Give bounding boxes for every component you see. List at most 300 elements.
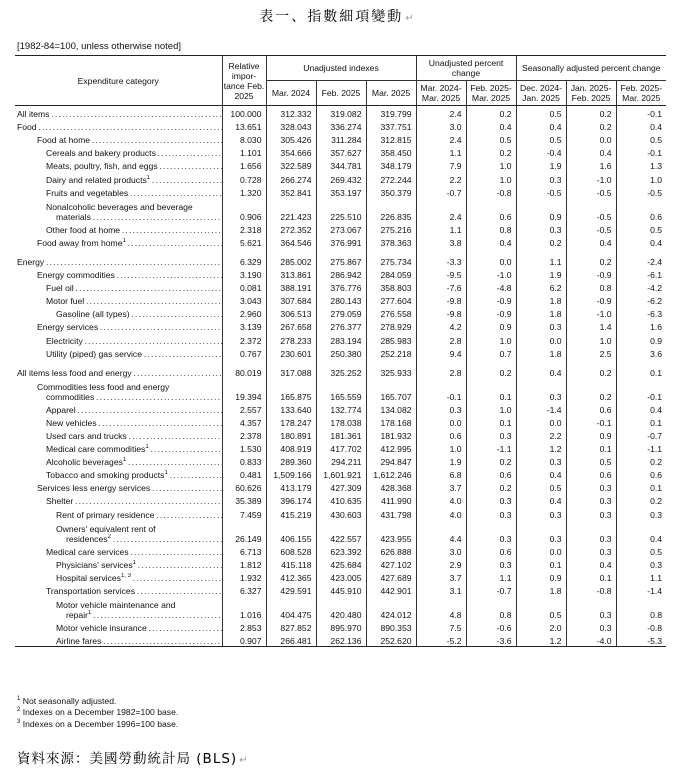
value-cell: 358.803	[366, 280, 416, 293]
category-cell	[15, 280, 222, 293]
value-cell: 0.1	[566, 570, 616, 583]
value-cell: 284.059	[366, 267, 416, 280]
value-cell: 1.1	[616, 570, 666, 583]
value-cell: 417.702	[316, 441, 366, 454]
value-cell: 0.9	[466, 319, 516, 332]
value-cell: 307.684	[266, 293, 316, 306]
table-row	[15, 633, 666, 647]
value-cell: 1.0	[466, 332, 516, 345]
category-label: materials . . .	[15, 212, 222, 222]
category-label: Energy . . .	[15, 257, 222, 267]
category-label-line: Commodities less food and energy	[37, 381, 170, 392]
value-cell: 353.197	[316, 185, 366, 198]
footnotes	[17, 696, 178, 730]
table-row	[15, 467, 666, 480]
value-cell: -4.0	[566, 633, 616, 647]
value-cell: -0.5	[566, 198, 616, 222]
footnote-marker: 1, 3	[120, 572, 131, 579]
table-row	[15, 106, 666, 120]
value-cell: 0.4	[616, 402, 666, 415]
value-cell: 0.5	[516, 106, 566, 120]
value-cell: 294.211	[316, 454, 366, 467]
value-cell: 2.378	[222, 428, 266, 441]
table-row	[15, 454, 666, 467]
category-label-line: Motor vehicle maintenance and	[56, 599, 176, 610]
value-cell: 0.1	[566, 441, 616, 454]
value-cell: 0.3	[466, 428, 516, 441]
value-cell: 132.774	[316, 402, 366, 415]
table-row	[15, 332, 666, 345]
value-cell: 1.6	[566, 158, 616, 171]
value-cell: 0.0	[416, 415, 466, 428]
header-unadjusted-percent-change: Unadjusted percent change	[416, 56, 516, 81]
value-cell: 2.2	[416, 171, 466, 184]
value-cell: 623.392	[316, 544, 366, 557]
value-cell: 5.621	[222, 235, 266, 248]
value-cell: -7.6	[416, 280, 466, 293]
category-label: All items less food and energy . . .	[15, 368, 222, 378]
value-cell: 378.363	[366, 235, 416, 248]
value-cell: -0.6	[466, 620, 516, 633]
category-label: Transportation services . . .	[15, 586, 222, 596]
value-cell: -1.1	[466, 441, 516, 454]
category-cell	[15, 428, 222, 441]
category-cell	[15, 145, 222, 158]
footnote-marker: 1	[145, 444, 149, 451]
table-row	[15, 222, 666, 235]
value-cell: 0.8	[466, 596, 516, 620]
value-cell: 1.1	[516, 254, 566, 267]
category-cell	[15, 319, 222, 332]
value-cell: 890.353	[366, 620, 416, 633]
value-cell: 0.3	[616, 557, 666, 570]
value-cell: 165.707	[366, 378, 416, 402]
value-cell: 337.751	[366, 119, 416, 132]
value-cell: 0.4	[516, 493, 566, 506]
value-cell: 376.776	[316, 280, 366, 293]
value-cell: -0.1	[616, 106, 666, 120]
value-cell: -0.5	[616, 185, 666, 198]
header-col: Mar. 2024	[266, 81, 316, 106]
value-cell: 827.852	[266, 620, 316, 633]
value-cell: -0.5	[566, 222, 616, 235]
value-cell: 312.815	[366, 132, 416, 145]
category-cell	[15, 235, 222, 248]
value-cell: 275.867	[316, 254, 366, 267]
paragraph-mark-icon: ↵	[239, 755, 248, 766]
footnote: $^1$ Not seasonally adjusted.	[17, 696, 117, 706]
footnote-marker: 2	[107, 533, 111, 540]
category-label: Motor fuel . . .	[15, 296, 222, 306]
value-cell: 0.2	[466, 480, 516, 493]
value-cell: 0.3	[566, 596, 616, 620]
value-cell: 0.907	[222, 633, 266, 647]
value-cell: 1.9	[416, 454, 466, 467]
value-cell: 0.3	[566, 480, 616, 493]
value-cell: 1.016	[222, 596, 266, 620]
value-cell: 312.332	[266, 106, 316, 120]
value-cell: 100.000	[222, 106, 266, 120]
value-cell: 275.216	[366, 222, 416, 235]
value-cell: 165.875	[266, 378, 316, 402]
category-label: Utility (piped) gas service . . .	[15, 349, 222, 359]
category-cell	[15, 441, 222, 454]
value-cell: -9.8	[416, 293, 466, 306]
value-cell: 350.379	[366, 185, 416, 198]
value-cell: 0.5	[616, 222, 666, 235]
value-cell: 0.1	[466, 415, 516, 428]
value-cell: 262.136	[316, 633, 366, 647]
value-cell: -0.9	[466, 293, 516, 306]
header-expenditure-category: Expenditure category	[15, 56, 222, 106]
value-cell: -0.8	[566, 583, 616, 596]
paragraph-mark-icon: ↵	[405, 13, 414, 24]
value-cell: 2.318	[222, 222, 266, 235]
value-cell: 0.1	[466, 378, 516, 402]
value-cell: 294.847	[366, 454, 416, 467]
value-cell: -0.9	[566, 267, 616, 280]
value-cell: 0.3	[466, 557, 516, 570]
table-row	[15, 620, 666, 633]
value-cell: 0.3	[466, 493, 516, 506]
value-cell: -0.5	[566, 185, 616, 198]
value-cell: 0.4	[566, 235, 616, 248]
category-label: Cereals and bakery products . . .	[15, 148, 222, 158]
value-cell: 0.2	[516, 235, 566, 248]
value-cell: 311.284	[316, 132, 366, 145]
value-cell: -0.8	[616, 620, 666, 633]
value-cell: 0.2	[566, 106, 616, 120]
table-row	[15, 428, 666, 441]
value-cell: -0.9	[466, 306, 516, 319]
table-row	[15, 596, 666, 620]
value-cell: 6.2	[516, 280, 566, 293]
footnote-marker: 1	[122, 237, 126, 244]
value-cell: 422.557	[316, 520, 366, 544]
index-basis-note: [1982-84=100, unless otherwise noted]	[17, 41, 181, 52]
value-cell: -1.4	[516, 402, 566, 415]
footnote-marker: 1	[122, 457, 127, 464]
table-row	[15, 544, 666, 557]
table-row	[15, 158, 666, 171]
header-col: Mar. 2024- Mar. 2025	[416, 81, 466, 106]
value-cell: 423.955	[366, 520, 416, 544]
value-cell: 429.591	[266, 583, 316, 596]
value-cell: 336.274	[316, 119, 366, 132]
value-cell: 376.991	[316, 235, 366, 248]
value-cell: 0.3	[566, 620, 616, 633]
value-cell: 1.0	[466, 402, 516, 415]
value-cell: 1.6	[616, 319, 666, 332]
value-cell: 420.480	[316, 596, 366, 620]
value-cell: 0.5	[516, 596, 566, 620]
value-cell: 2.8	[416, 332, 466, 345]
value-cell: 313.861	[266, 267, 316, 280]
value-cell: 325.252	[316, 365, 366, 378]
value-cell: 0.1	[616, 415, 666, 428]
category-label-line: Nonalcoholic beverages and beverage	[46, 201, 193, 212]
table-row	[15, 557, 666, 570]
category-label: Physicians' services$^1$ . . .	[15, 560, 222, 570]
value-cell: 6.329	[222, 254, 266, 267]
value-cell: 0.7	[466, 346, 516, 359]
value-cell: 2.5	[566, 346, 616, 359]
value-cell: 1.0	[416, 441, 466, 454]
category-cell	[15, 506, 222, 519]
value-cell: 0.6	[466, 544, 516, 557]
footnote: $^3$ Indexes on a December 1996=100 base.	[17, 718, 179, 729]
category-cell	[15, 254, 222, 267]
value-cell: 0.5	[466, 132, 516, 145]
value-cell: 0.6	[566, 467, 616, 480]
value-cell: 0.2	[566, 254, 616, 267]
value-cell: 0.5	[616, 132, 666, 145]
value-cell: 0.906	[222, 198, 266, 222]
value-cell: 266.274	[266, 171, 316, 184]
value-cell: -9.5	[416, 267, 466, 280]
value-cell: 3.8	[416, 235, 466, 248]
category-label: Airline fares . . .	[15, 636, 222, 646]
value-cell: 0.0	[516, 332, 566, 345]
value-cell: 230.601	[266, 346, 316, 359]
value-cell: 0.5	[516, 480, 566, 493]
value-cell: 364.546	[266, 235, 316, 248]
value-cell: 278.929	[366, 319, 416, 332]
value-cell: 406.155	[266, 520, 316, 544]
value-cell: 1.0	[466, 158, 516, 171]
value-cell: 3.0	[416, 544, 466, 557]
value-cell: 3.7	[416, 480, 466, 493]
value-cell: 4.0	[416, 493, 466, 506]
value-cell: -0.8	[466, 185, 516, 198]
value-cell: 0.767	[222, 346, 266, 359]
category-label: All items . . .	[15, 109, 222, 119]
table-row	[15, 506, 666, 519]
value-cell: 0.1	[516, 557, 566, 570]
footnote-marker: 1	[87, 610, 92, 617]
value-cell: 6.713	[222, 544, 266, 557]
value-cell: -3.3	[416, 254, 466, 267]
value-cell: 1.812	[222, 557, 266, 570]
value-cell: -0.7	[416, 185, 466, 198]
value-cell: 6.8	[416, 467, 466, 480]
value-cell: 428.368	[366, 480, 416, 493]
value-cell: 0.6	[616, 198, 666, 222]
value-cell: 7.459	[222, 506, 266, 519]
value-cell: 425.684	[316, 557, 366, 570]
value-cell: 2.960	[222, 306, 266, 319]
value-cell: 358.450	[366, 145, 416, 158]
value-cell: 427.102	[366, 557, 416, 570]
source-note	[17, 747, 248, 767]
value-cell: -0.7	[466, 583, 516, 596]
value-cell: 2.2	[516, 428, 566, 441]
table-row	[15, 280, 666, 293]
value-cell: 427.689	[366, 570, 416, 583]
value-cell: 0.6	[616, 467, 666, 480]
table-row	[15, 132, 666, 145]
value-cell: 276.377	[316, 319, 366, 332]
value-cell: 1,509.166	[266, 467, 316, 480]
value-cell: 0.3	[516, 171, 566, 184]
value-cell: 2.853	[222, 620, 266, 633]
table-row	[15, 185, 666, 198]
category-cell	[15, 185, 222, 198]
value-cell: -2.4	[616, 254, 666, 267]
value-cell: -1.0	[566, 306, 616, 319]
category-cell	[15, 454, 222, 467]
table-row	[15, 415, 666, 428]
value-cell: 80.019	[222, 365, 266, 378]
header-col: Feb. 2025	[316, 81, 366, 106]
value-cell: 0.1	[616, 365, 666, 378]
value-cell: 278.233	[266, 332, 316, 345]
value-cell: 895.970	[316, 620, 366, 633]
value-cell: 0.2	[466, 454, 516, 467]
value-cell: 279.059	[316, 306, 366, 319]
value-cell: 396.174	[266, 493, 316, 506]
value-cell: 7.5	[416, 620, 466, 633]
value-cell: 0.4	[466, 235, 516, 248]
value-cell: 3.7	[416, 570, 466, 583]
value-cell: 0.3	[566, 544, 616, 557]
value-cell: 325.933	[366, 365, 416, 378]
value-cell: 289.360	[266, 454, 316, 467]
value-cell: 133.640	[266, 402, 316, 415]
value-cell: 1.0	[616, 171, 666, 184]
value-cell: 26.149	[222, 520, 266, 544]
value-cell: 267.658	[266, 319, 316, 332]
value-cell: 1,612.246	[366, 467, 416, 480]
header-col: Dec. 2024- Jan. 2025	[516, 81, 566, 106]
value-cell: 2.9	[416, 557, 466, 570]
value-cell: -0.5	[516, 185, 566, 198]
category-cell	[15, 402, 222, 415]
value-cell: 272.244	[366, 171, 416, 184]
value-cell: 0.081	[222, 280, 266, 293]
value-cell: 178.038	[316, 415, 366, 428]
value-cell: 1.8	[516, 346, 566, 359]
value-cell: 60.626	[222, 480, 266, 493]
header-col: Mar. 2025	[366, 81, 416, 106]
category-cell	[15, 583, 222, 596]
category-label: Energy commodities . . .	[15, 270, 222, 280]
value-cell: 252.218	[366, 346, 416, 359]
category-label: Gasoline (all types) . . .	[15, 309, 222, 319]
value-cell: 322.589	[266, 158, 316, 171]
table-row	[15, 346, 666, 359]
table-row	[15, 378, 666, 402]
value-cell: 0.5	[516, 132, 566, 145]
value-cell: 408.919	[266, 441, 316, 454]
value-cell: 1.8	[516, 306, 566, 319]
category-label: Shelter . . .	[15, 496, 222, 506]
value-cell: 2.372	[222, 332, 266, 345]
value-cell: 4.8	[416, 596, 466, 620]
category-cell	[15, 570, 222, 583]
value-cell: 272.352	[266, 222, 316, 235]
category-cell	[15, 378, 222, 402]
footnote-marker: 1	[164, 470, 168, 477]
table-row	[15, 235, 666, 248]
value-cell: 319.082	[316, 106, 366, 120]
value-cell: 0.2	[616, 454, 666, 467]
value-cell: 0.4	[616, 235, 666, 248]
table-row	[15, 254, 666, 267]
value-cell: 225.510	[316, 198, 366, 222]
value-cell: 388.191	[266, 280, 316, 293]
value-cell: 0.4	[516, 365, 566, 378]
value-cell: -3.6	[466, 633, 516, 647]
value-cell: 0.4	[616, 520, 666, 544]
value-cell: 0.3	[516, 378, 566, 402]
value-cell: 266.481	[266, 633, 316, 647]
value-cell: -5.3	[616, 633, 666, 647]
value-cell: 35.389	[222, 493, 266, 506]
value-cell: 0.0	[516, 544, 566, 557]
header-seasonally-adjusted-percent-change: Seasonally adjusted percent change	[516, 56, 666, 81]
header-relative-importance: Relative impor- tance Feb. 2025	[222, 56, 266, 106]
value-cell: 181.361	[316, 428, 366, 441]
header-col: Jan. 2025- Feb. 2025	[566, 81, 616, 106]
value-cell: 273.067	[316, 222, 366, 235]
value-cell: 608.528	[266, 544, 316, 557]
value-cell: 354.666	[266, 145, 316, 158]
value-cell: 1,601.921	[316, 467, 366, 480]
value-cell: 286.942	[316, 267, 366, 280]
value-cell: 3.6	[616, 346, 666, 359]
value-cell: 0.728	[222, 171, 266, 184]
value-cell: 413.179	[266, 480, 316, 493]
value-cell: 412.995	[366, 441, 416, 454]
footnote-marker: 1	[146, 174, 151, 181]
value-cell: 423.005	[316, 570, 366, 583]
value-cell: 3.043	[222, 293, 266, 306]
category-cell	[15, 132, 222, 145]
value-cell: -6.1	[616, 267, 666, 280]
table-row	[15, 365, 666, 378]
value-cell: 2.557	[222, 402, 266, 415]
value-cell: 404.475	[266, 596, 316, 620]
value-cell: 3.0	[416, 119, 466, 132]
category-cell	[15, 493, 222, 506]
table-row	[15, 493, 666, 506]
value-cell: 2.4	[416, 198, 466, 222]
value-cell: 319.799	[366, 106, 416, 120]
category-cell	[15, 620, 222, 633]
category-cell	[15, 119, 222, 132]
value-cell: 305.426	[266, 132, 316, 145]
category-cell	[15, 520, 222, 544]
category-cell	[15, 198, 222, 222]
value-cell: 0.4	[566, 557, 616, 570]
category-cell	[15, 544, 222, 557]
value-cell: 283.194	[316, 332, 366, 345]
value-cell: 275.734	[366, 254, 416, 267]
value-cell: 1.8	[516, 583, 566, 596]
category-cell	[15, 346, 222, 359]
category-label: commodities . . .	[15, 392, 222, 402]
category-label: Tobacco and smoking products$^1$ . . .	[15, 470, 222, 480]
category-label: Used cars and trucks . . .	[15, 431, 222, 441]
value-cell: 277.604	[366, 293, 416, 306]
value-cell: 285.983	[366, 332, 416, 345]
category-label: Fuel oil . . .	[15, 283, 222, 293]
value-cell: 3.1	[416, 583, 466, 596]
table-row	[15, 402, 666, 415]
category-label: Electricity . . .	[15, 336, 222, 346]
table-row	[15, 306, 666, 319]
